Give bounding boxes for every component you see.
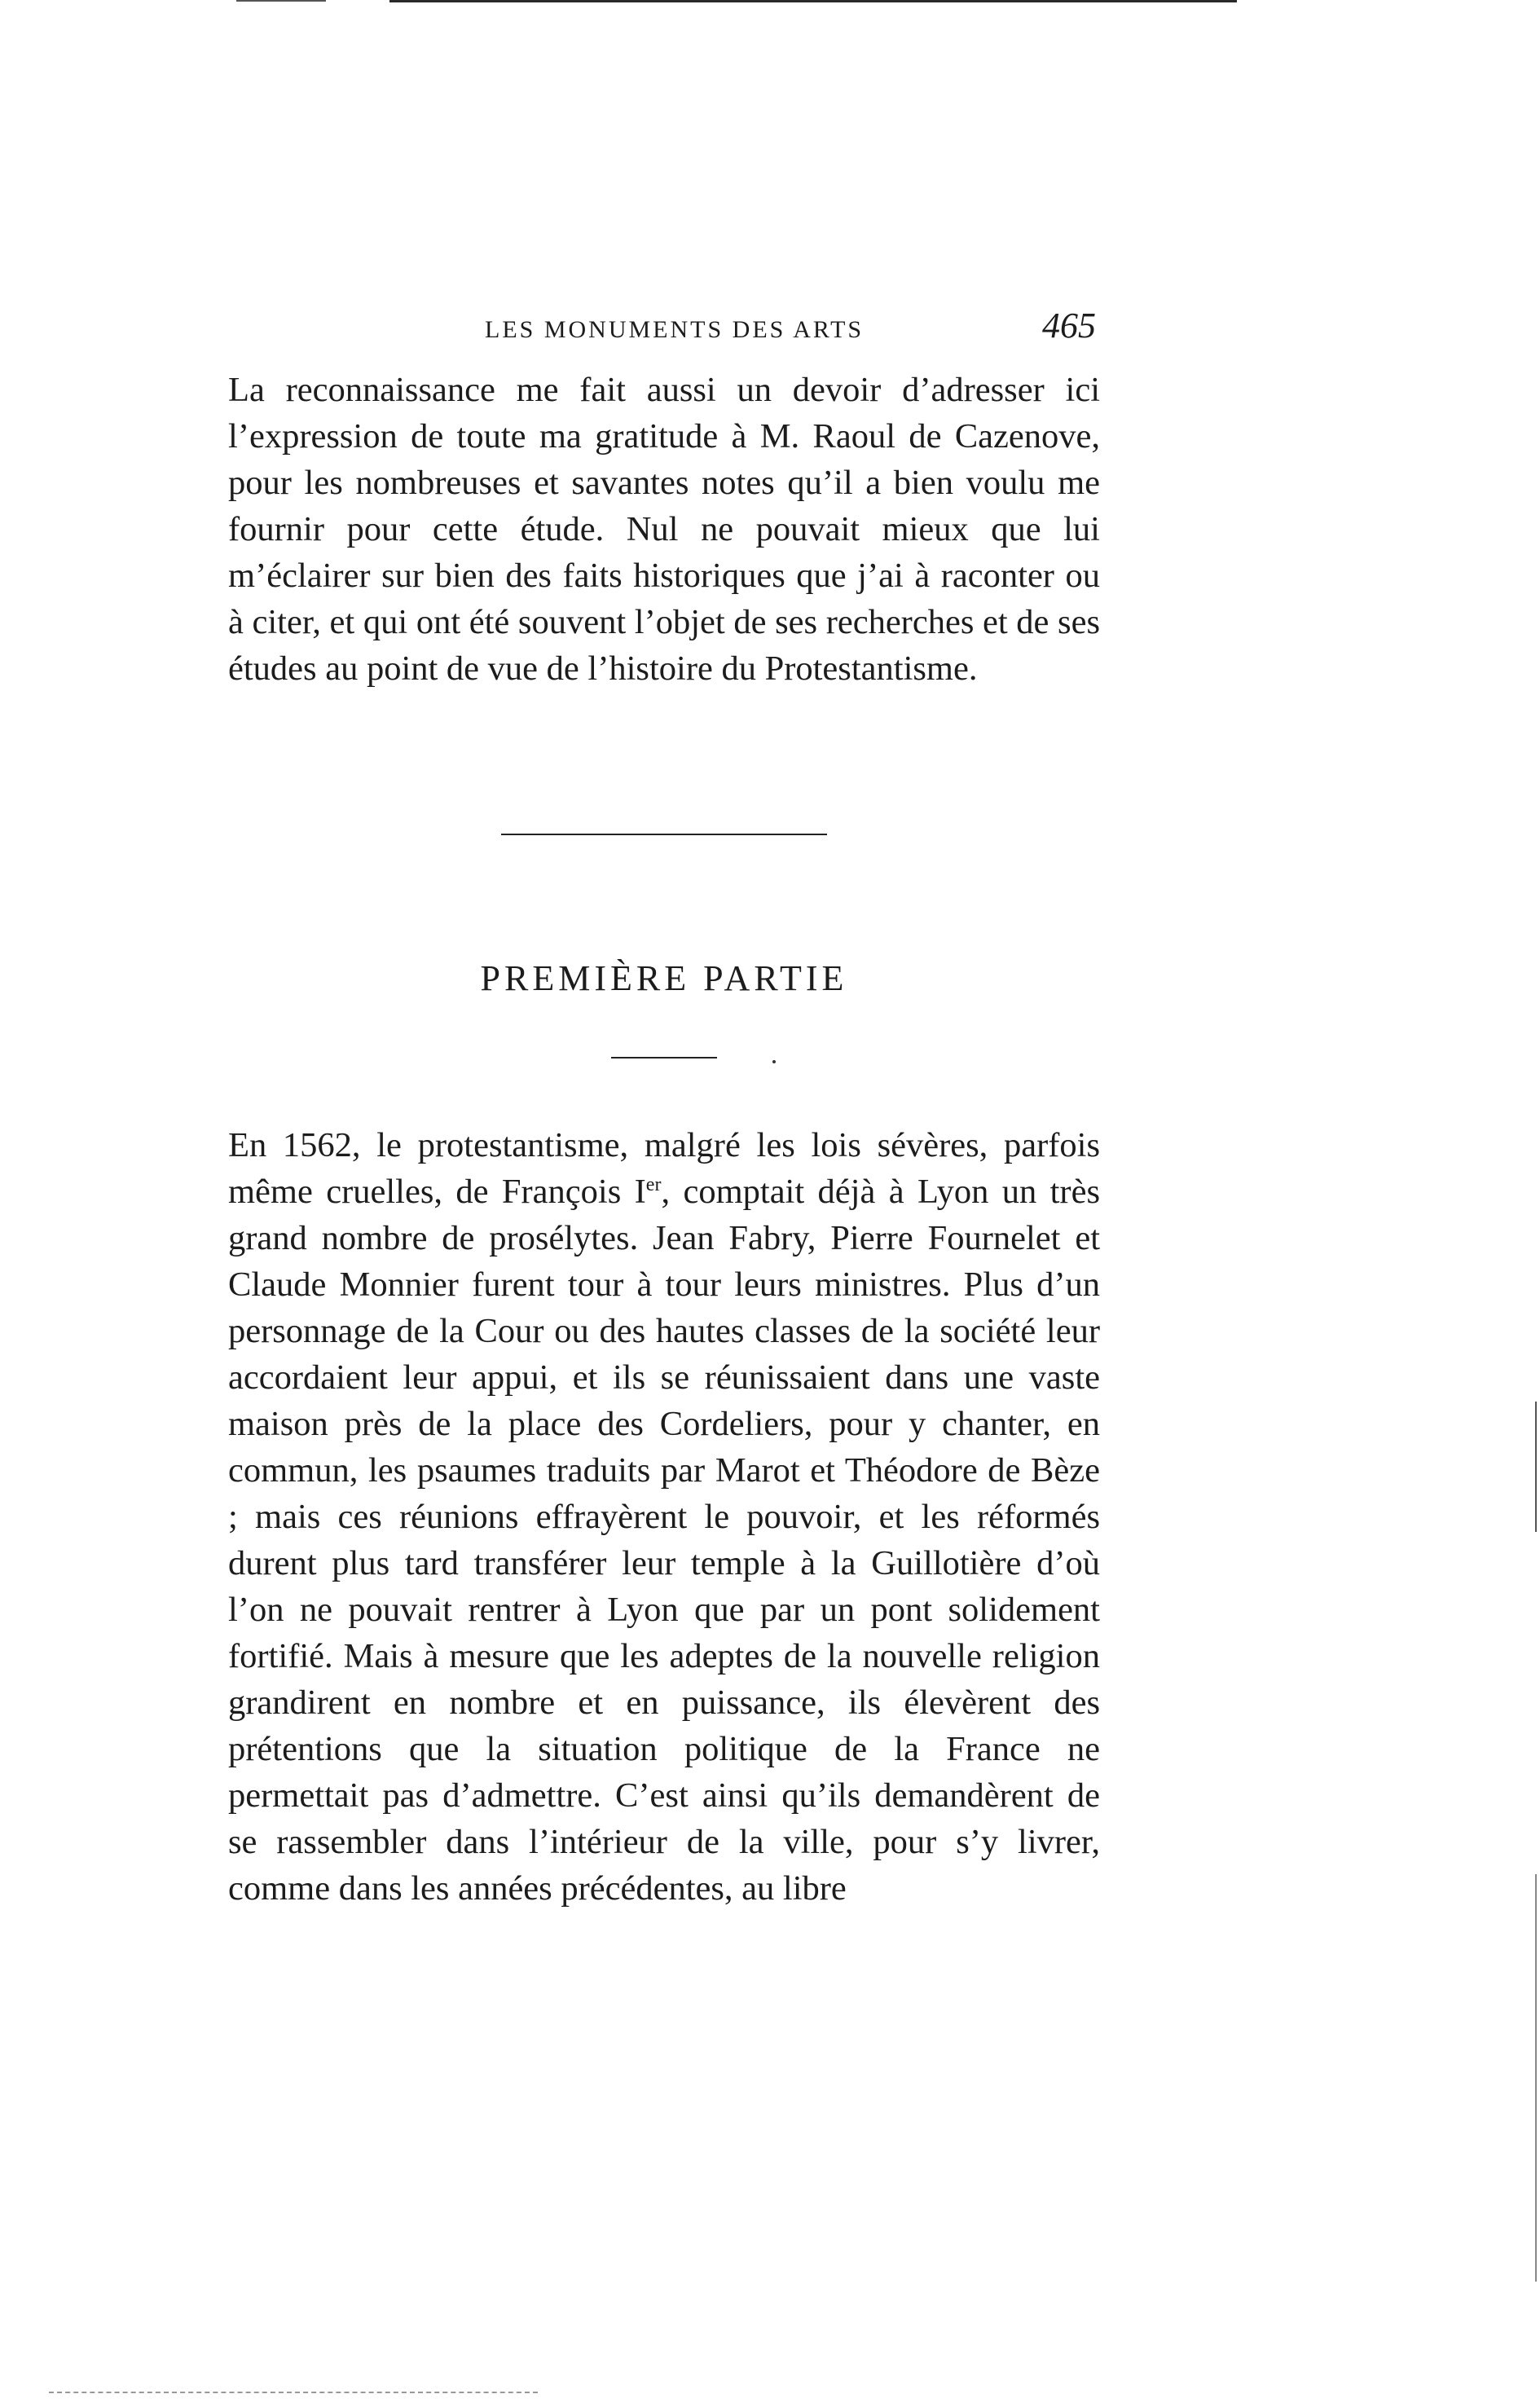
intro-paragraph: La reconnaissance me fait aussi un devoir d’adresser ici l’expression de toute ma gratitude à M. Raoul de Cazenove, pour les nombreuses et savantes notes qu’il a bien voulu me fournir pour cette étude. Nul ne pouvait mieux que lui m’éclairer sur bien des faits historiques que j’ai à raconter ou à citer, et qui ont été souvent l’objet de ses recherches et de ses études au point de vue de l’histoire du Protestantisme. (228, 371, 1100, 688)
ordinal-superscript: er (645, 1173, 662, 1195)
page-number: 465 (1042, 306, 1096, 345)
top-edge-rule (389, 0, 1237, 2)
section-title: PREMIÈRE PARTIE (480, 958, 848, 998)
title-underline (611, 1057, 717, 1058)
body-text-rest: , comptait déjà à Lyon un très grand nombre de prosélytes. Jean Fabry, Pierre Fournelet et Claude Monnier furent tour à tour leurs ministres. Plus d’un personnage de la Cour ou des hautes classes de la société leur accordaient leur appui, et ils se réunissaient dans une vaste maison près de la place des Cordeliers, pour y chanter, en commun, les psaumes traduits par Marot et Théodore de Bèze ; mais ces réunions effrayèrent le pouvoir, et les réformés durent plus tard transférer leur temple à la Guillotière d’où l’on ne pouvait rentrer à Lyon que par un pont solidement fortifié. Mais à mesure que les adeptes de la nouvelle religion grandirent en nombre et en puissance, ils élevèrent des prétentions que la situation politique de la France ne permettait pas d’admettre. C’est ainsi qu’ils demandèrent de se rassembler dans l’intérieur de la ville, pour s’y livrer, comme dans les années précédentes, au libre (228, 1173, 1100, 1908)
section-divider (501, 834, 827, 835)
scan-edge-mark (1535, 1402, 1537, 1532)
running-head (232, 306, 1096, 359)
scan-bottom-specks (49, 2392, 538, 2396)
top-edge-rule-left (236, 0, 326, 2)
scan-edge-mark (1535, 1874, 1537, 2282)
body-paragraph (228, 1122, 1100, 1912)
ornament-dot (772, 1060, 776, 1063)
running-title: LES MONUMENTS DES ARTS (485, 316, 865, 343)
body-text-start: En 1562, le protestantisme, malgré les lois sévères, parfois même cruelles, de François I (228, 1126, 1100, 1211)
